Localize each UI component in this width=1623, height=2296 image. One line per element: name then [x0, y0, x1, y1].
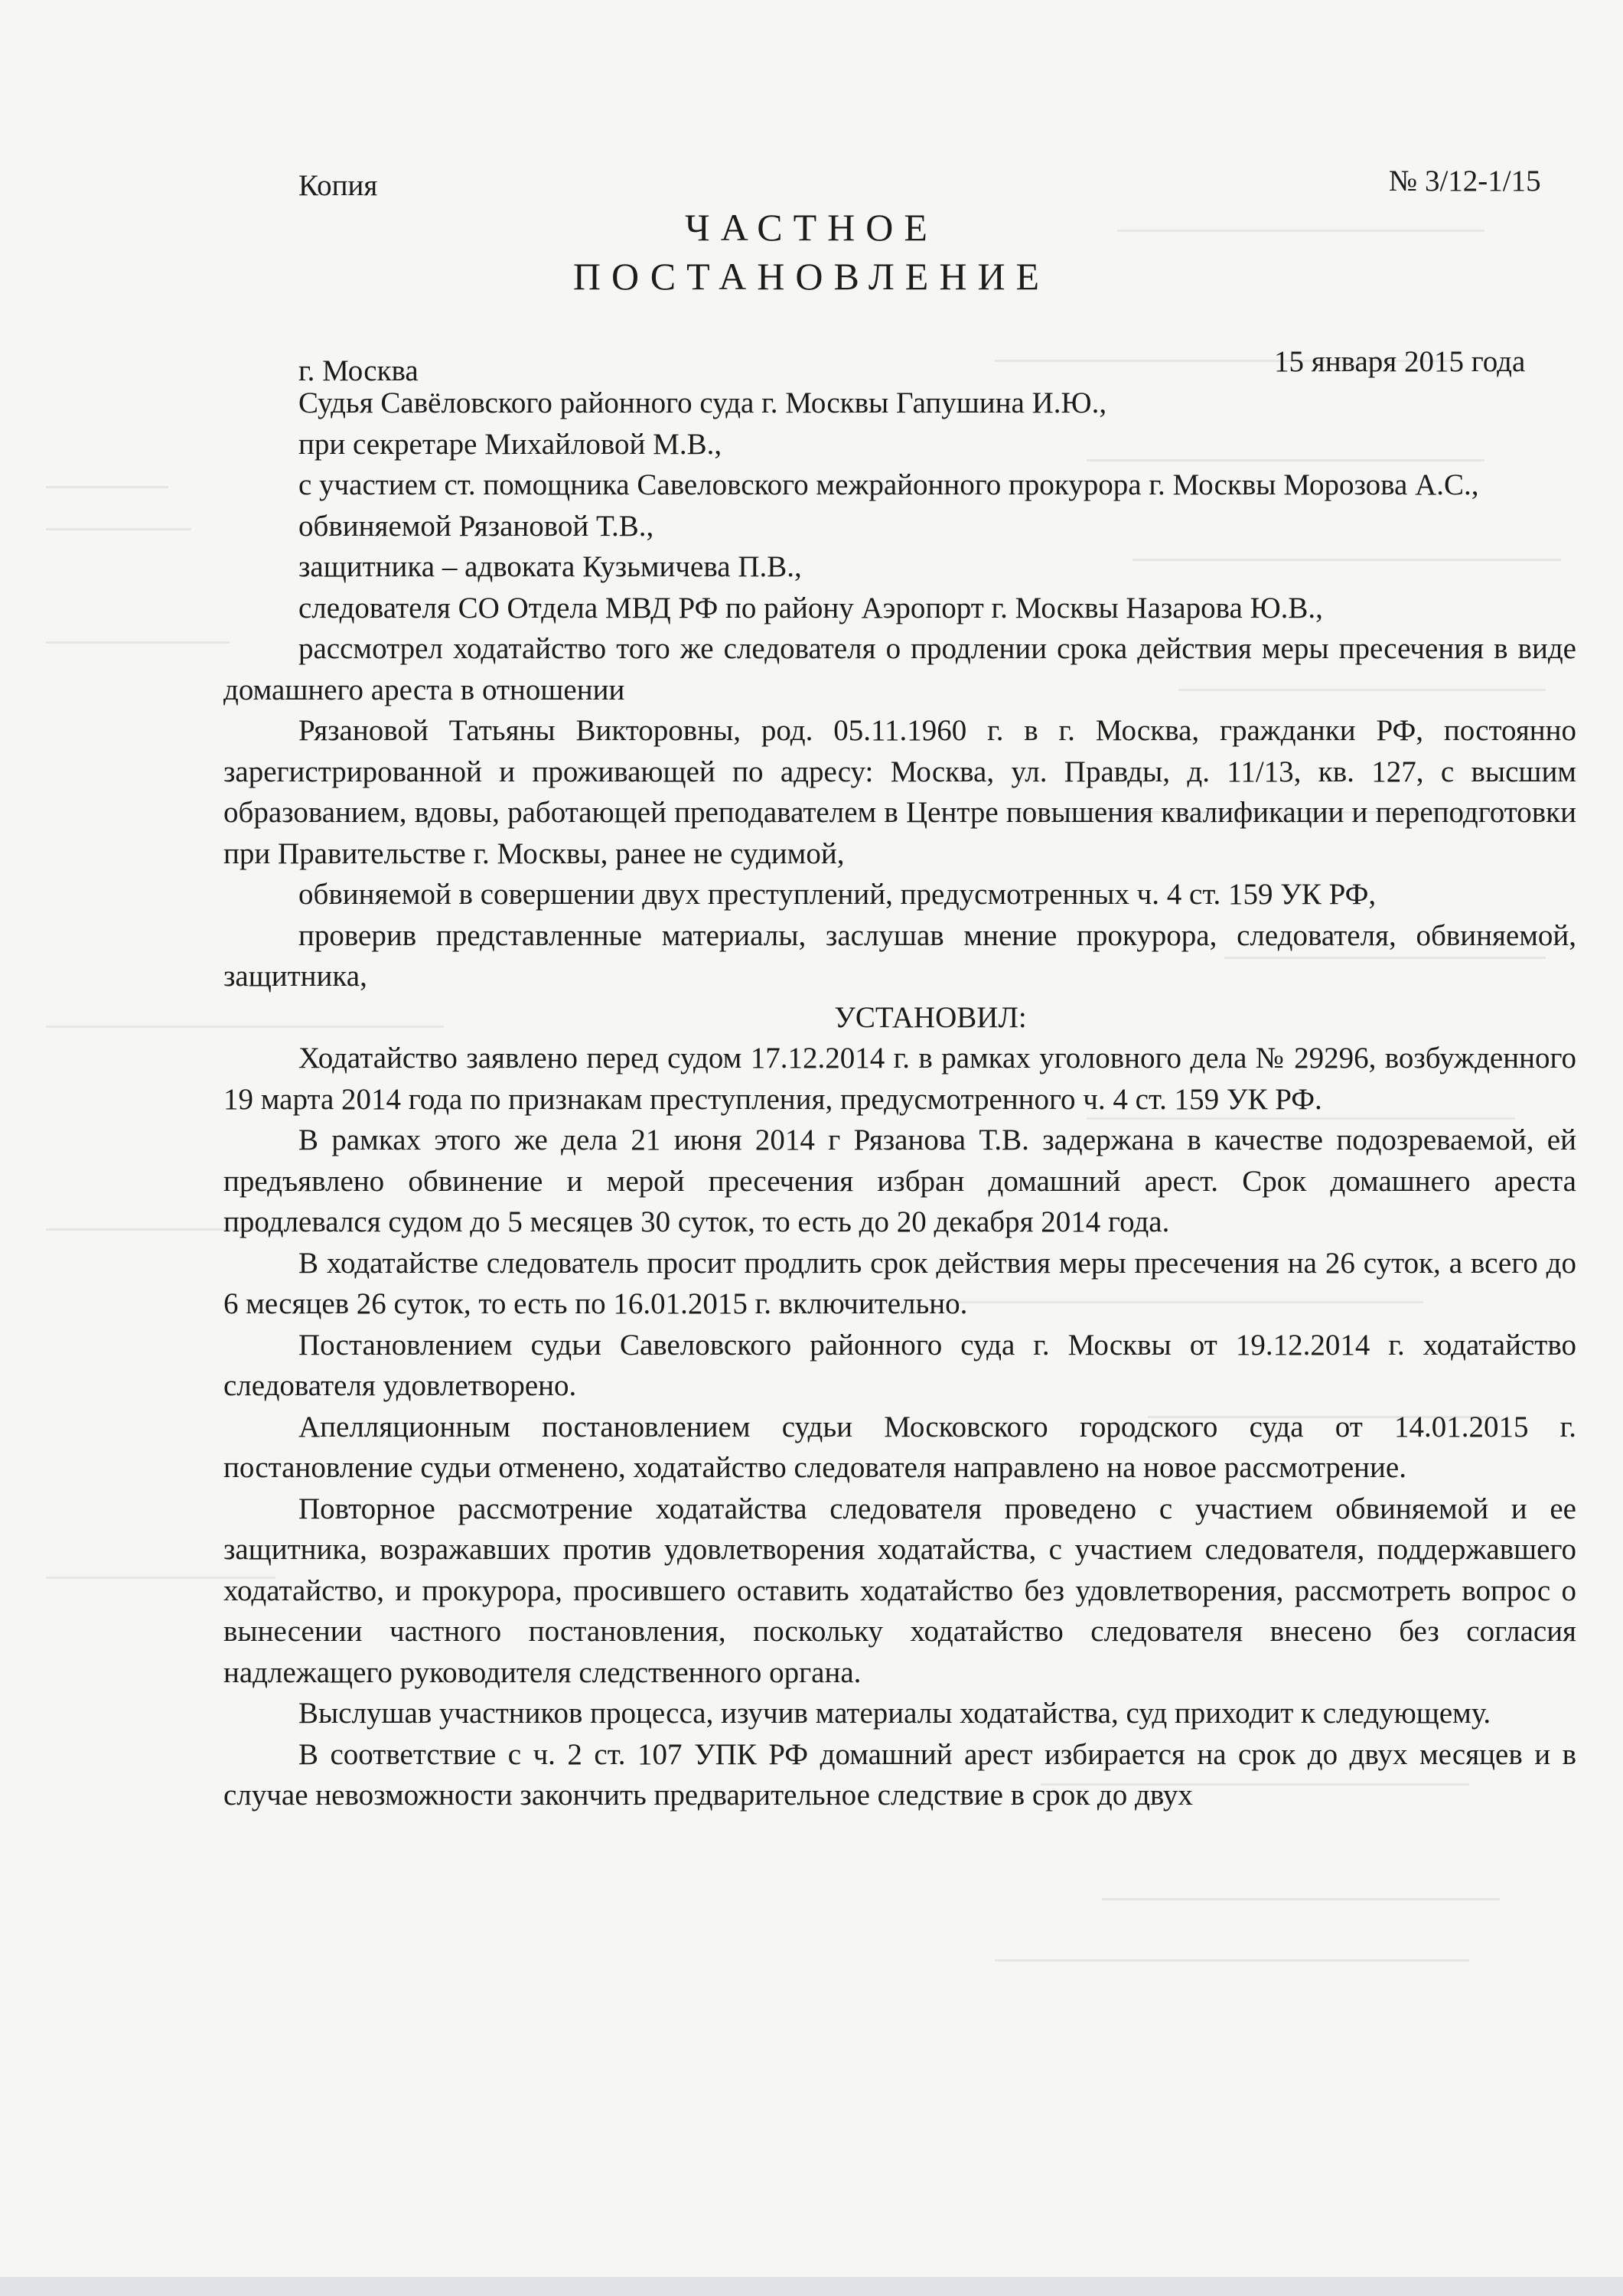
paragraph-appeal: Апелляционным постановлением судьи Московского городского суда от 14.01.2015 г. постановление судьи отменено, ходатайство следователя направлено на новое рассмотрение. [223, 1410, 1576, 1484]
paragraph-first-ruling: Постановлением судьи Савеловского районного суда г. Москвы от 19.12.2014 г. ходатайство следователя удовлетворено. [223, 1328, 1576, 1402]
copy-label: Копия [298, 169, 378, 202]
paragraph-charges: обвиняемой в совершении двух преступлений, предусмотренных ч. 4 ст. 159 УК РФ, [298, 878, 1377, 911]
paragraph-judge: Судья Савёловского районного суда г. Москвы Гапушина И.Ю., [298, 386, 1107, 419]
paragraph-detention: В рамках этого же дела 21 июня 2014 г Рязанова Т.В. задержана в качестве подозреваемой, ей предъявлено обвинение и мерой пресечения избран домашний арест. Срок домашнего ареста продлевался судом до 5 месяцев 30 суток, то есть до 20 декабря 2014 года. [223, 1124, 1576, 1238]
paragraph-investigator: следователя СО Отдела МВД РФ по району Аэропорт г. Москвы Назарова Ю.В., [298, 591, 1323, 625]
paragraph-request: В ходатайстве следователь просит продлить срок действия меры пресечения на 26 суток, а всего до 6 месяцев 26 суток, то есть по 16.01.2015 г. включительно. [223, 1246, 1576, 1320]
paragraph-defender: защитника – адвоката Кузьмичева П.В., [298, 550, 802, 583]
paragraph-law: В соответствие с ч. 2 ст. 107 УПК РФ домашний арест избирается на срок до двух месяцев и в случае невозможности закончить предварительное следствие в срок до двух [223, 1737, 1576, 1812]
document-place: г. Москва [298, 354, 419, 387]
paragraph-accused: обвиняемой Рязановой Т.В., [298, 509, 654, 543]
paragraph-conclusion: Выслушав участников процесса, изучив материалы ходатайства, суд приходит к следующему. [298, 1697, 1491, 1730]
paragraph-prosecutor: с участием ст. помощника Савеловского межрайонного прокурора г. Москвы Морозова А.С., [298, 468, 1479, 501]
section-heading: УСТАНОВИЛ: [834, 1000, 1027, 1034]
scan-bottom-edge [0, 2277, 1623, 2296]
paragraph-filing: Ходатайство заявлено перед судом 17.12.2014 г. в рамках уголовного дела № 29296, возбужденного 19 марта 2014 года по признакам преступления, предусмотренного ч. 4 ст. 159 УК РФ. [223, 1042, 1576, 1116]
document-number: № 3/12-1/15 [1389, 165, 1541, 197]
paragraph-review: проверив представленные материалы, заслушав мнение прокурора, следователя, обвиняемой, защитника, [223, 918, 1576, 993]
paragraph-repeat-review: Повторное рассмотрение ходатайства следователя проведено с участием обвиняемой и ее защитника, возражавших против удовлетворения ходатайства, с участием следователя, поддержавшего ходатайство, и прокурора, просившего оставить ходатайство без удовлетворения, рассмотреть вопрос о вынесении частного постановления, поскольку ходатайство следователя внесено без согласия надлежащего руководителя следственного органа. [223, 1492, 1576, 1689]
paragraph-secretary: при секретаре Михайловой М.В., [298, 427, 722, 461]
paragraph-accused-details: Рязановой Татьяны Викторовны, род. 05.11.1960 г. в г. Москва, гражданки РФ, постоянно зарегистрированной и проживающей по адресу: Москва, ул. Правды, д. 11/13, кв. 127, с высшим образованием, вдовы, работающей преподавателем в Центре повышения квалификации и переподготовки при Правительстве г. Москвы, ранее не судимой, [223, 714, 1576, 870]
document-title-line-2: ПОСТАНОВЛЕНИЕ [572, 255, 1051, 298]
paragraph-motion: рассмотрел ходатайство того же следователя о продлении срока действия меры пресечения в виде домашнего ареста в отношении [223, 632, 1576, 706]
document-body [223, 383, 1576, 1816]
document-title-line-1: ЧАСТНОЕ [685, 206, 938, 249]
document-date: 15 января 2015 года [1274, 345, 1526, 378]
